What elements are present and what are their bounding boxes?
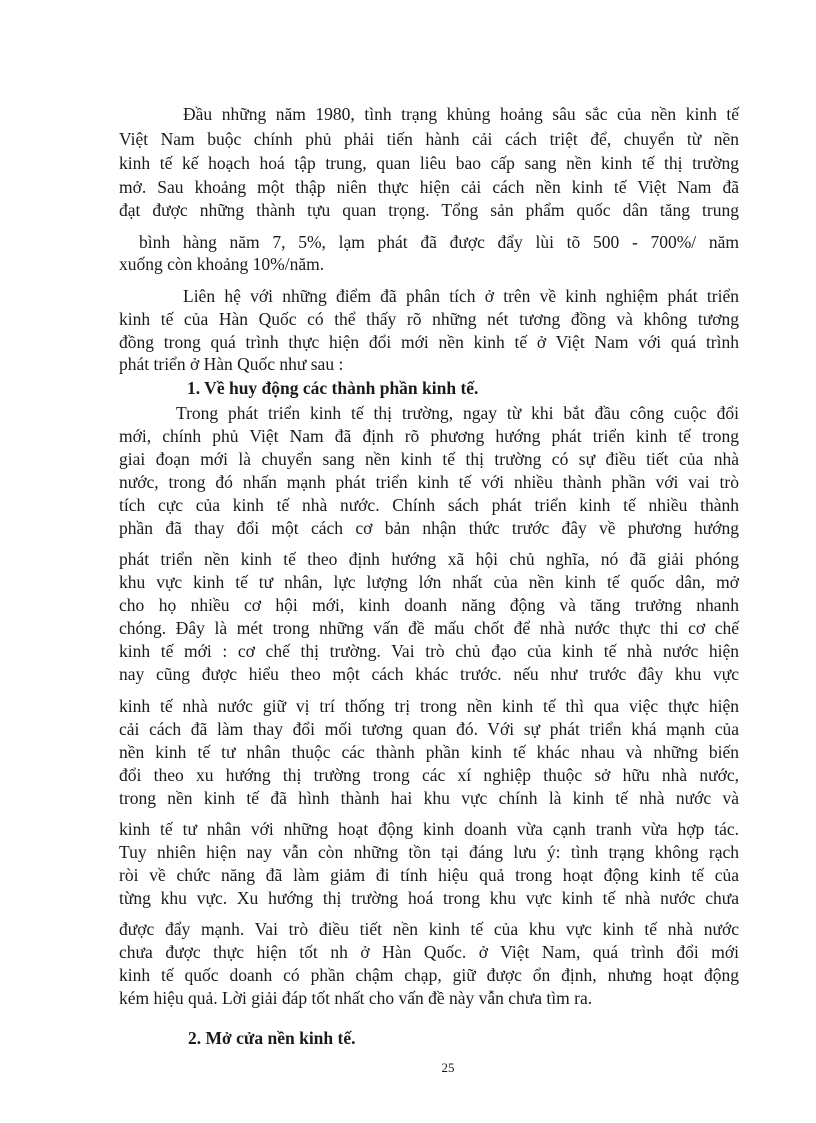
section-heading-2: 2. Mở cửa nền kinh tế. — [188, 1028, 356, 1048]
paragraph-line: mở. Sau khoảng một thập niên thực hiện cải cách nền kinh tế Việt Nam đã — [119, 177, 739, 197]
paragraph-line: Tuy nhiên hiện nay vẫn còn những tồn tại đáng lưu ý: tình trạng không rạch — [119, 842, 739, 862]
paragraph-line: tích cực của kinh tế nhà nước. Chính sách phát triển kinh tế nhiều thành — [119, 495, 739, 515]
paragraph-line: Liên hệ với những điểm đã phân tích ở trên về kinh nghiệm phát triển — [183, 286, 739, 306]
paragraph-line: khu vực kinh tế tư nhân, lực lượng lớn nhất của nền kinh tế quốc dân, mở — [119, 572, 739, 592]
paragraph-line: xuống còn khoảng 10%/năm. — [119, 254, 325, 274]
paragraph-line: chóng. Đây là mét trong những vấn đề mấu chốt để nhà nước thực thi cơ chế — [119, 618, 739, 638]
paragraph-line: phần đã thay đổi một cách cơ bản nhận thức trước đây về phương hướng — [119, 518, 739, 538]
paragraph-line: giai đoạn mới là chuyển sang nền kinh tế thị trường có sự điều tiết của nhà — [119, 449, 739, 469]
paragraph-line: nền kinh tế tư nhân thuộc các thành phần kinh tế khác nhau và những biến — [119, 742, 739, 762]
paragraph-line: Đầu những năm 1980, tình trạng khủng hoảng sâu sắc của nền kinh tế — [183, 104, 739, 124]
paragraph-line: trong nền kinh tế đã hình thành hai khu vực chính là kinh tế nhà nước và — [119, 788, 739, 808]
paragraph-line: đổi theo xu hướng thị trường trong các xí nghiệp thuộc sở hữu nhà nước, — [119, 765, 739, 785]
paragraph-line: đồng trong quá trình thực hiện đổi mới nền kinh tế ở Việt Nam với quá trình — [119, 332, 739, 352]
paragraph-line: Trong phát triển kinh tế thị trường, ngay từ khi bắt đầu công cuộc đổi — [176, 403, 739, 423]
paragraph-line: kinh tế nhà nước giữ vị trí thống trị trong nền kinh tế thì qua việc thực hiện — [119, 696, 739, 716]
paragraph-line: phát triển nền kinh tế theo định hướng xã hội chủ nghĩa, nó đã giải phóng — [119, 549, 739, 569]
paragraph-line: từng khu vực. Xu hướng thị trường hoá trong khu vực kinh tế nhà nước chưa — [119, 888, 739, 908]
page-number: 25 — [441, 1060, 455, 1075]
paragraph-line: kinh tế quốc doanh có phần chậm chạp, giữ được ổn định, nhưng hoạt động — [119, 965, 739, 985]
section-heading-1: 1. Về huy động các thành phần kinh tế. — [187, 378, 479, 398]
paragraph-line: mới, chính phủ Việt Nam đã định rõ phương hướng phát triển kinh tế trong — [119, 426, 739, 446]
paragraph-line: kinh tế tư nhân với những hoạt động kinh doanh vừa cạnh tranh vừa hợp tác. — [119, 819, 739, 839]
paragraph-line: kinh tế kế hoạch hoá tập trung, quan liêu bao cấp sang nền kinh tế thị trường — [119, 153, 739, 173]
paragraph-line: kinh tế của Hàn Quốc có thể thấy rõ những nét tương đồng và không tương — [119, 309, 739, 329]
paragraph-line: chưa được thực hiện tốt nh ở Hàn Quốc. ở Việt Nam, quá trình đổi mới — [119, 942, 739, 962]
paragraph-line: cho họ nhiều cơ hội mới, kinh doanh năng động và tăng trưởng nhanh — [119, 595, 739, 615]
paragraph-line: đạt được những thành tựu quan trọng. Tổng sản phẩm quốc dân tăng trung — [119, 200, 739, 220]
paragraph-line: kinh tế mới : cơ chế thị trường. Vai trò chủ đạo của kinh tế nhà nước hiện — [119, 641, 739, 661]
paragraph-line: nước, trong đó nhấn mạnh phát triển kinh tế với nhiều thành phần với vai trò — [119, 472, 739, 492]
paragraph-line: Việt Nam buộc chính phủ phải tiến hành cải cách triệt để, chuyển từ nền — [119, 129, 739, 149]
paragraph-line: ròi về chức năng đã làm giảm đi tính hiệu quả trong hoạt động kinh tế của — [119, 865, 739, 885]
paragraph-line: bình hàng năm 7, 5%, lạm phát đã được đẩy lùi tõ 500 - 700%/ năm — [139, 232, 739, 252]
paragraph-line: nay cũng được hiểu theo một cách khác trước. nếu như trước đây khu vực — [119, 664, 739, 684]
paragraph-line: cải cách đã làm thay đổi mối tương quan đó. Với sự phát triển khá mạnh của — [119, 719, 739, 739]
paragraph-line: phát triển ở Hàn Quốc như sau : — [119, 354, 344, 374]
paragraph-line: được đẩy mạnh. Vai trò điều tiết nền kinh tế của khu vực kinh tế nhà nước — [119, 919, 739, 939]
paragraph-line: kém hiệu quả. Lời giải đáp tốt nhất cho vấn đề này vẫn chưa tìm ra. — [119, 988, 593, 1008]
